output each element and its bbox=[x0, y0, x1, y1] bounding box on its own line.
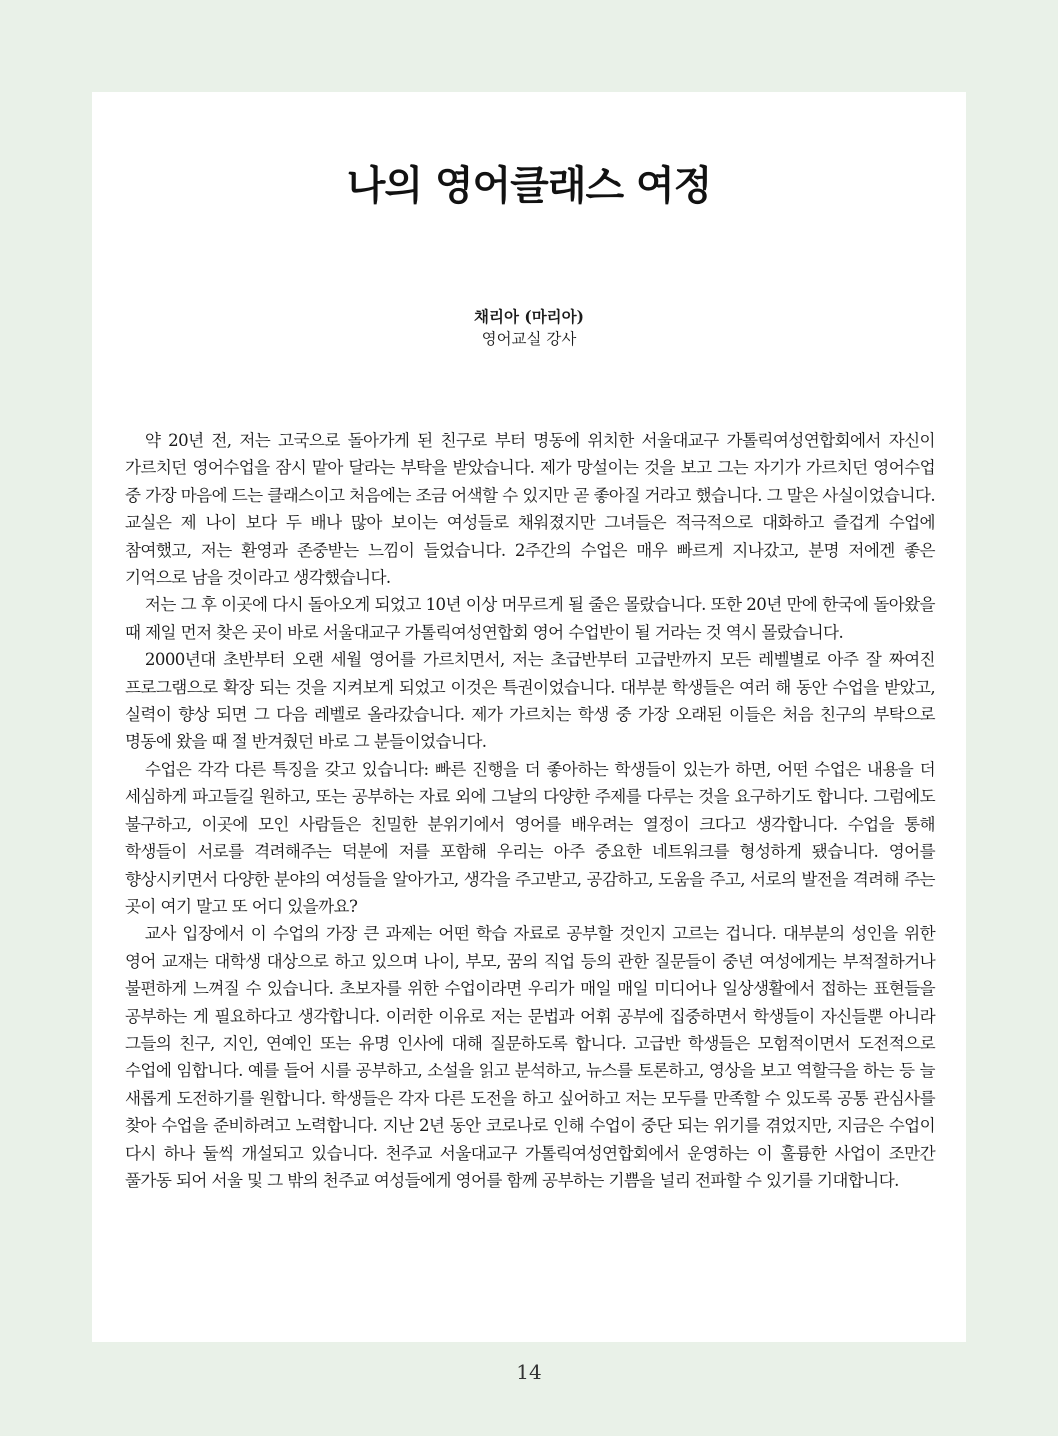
paragraph-2: 저는 그 후 이곳에 다시 돌아오게 되었고 10년 이상 머무르게 될 줄은 몰랐습니다. 또한 20년 만에 한국에 돌아왔을 때 제일 먼저 찾은 곳이 바로 서울대교구 가톨릭여성연합회 영어 수업반이 될 거라는 것 역시 몰랐습니다. bbox=[125, 595, 935, 642]
author-name: 채리아 (마리아) bbox=[474, 307, 584, 326]
paragraph-3: 2000년대 초반부터 오랜 세월 영어를 가르치면서, 저는 초급반부터 고급반까지 모든 레벨별로 아주 잘 짜여진 프로그램으로 확장 되는 것을 지켜보게 되었고 이것은 특권이었습니다. 대부분 학생들은 여러 해 동안 수업을 받았고, 실력이 향상 되면 그 다음 레벨로 올라갔습니다. 제가 가르치는 학생 중 가장 오래된 이들은 처음 친구의 부탁으로 명동에 왔을 때 절 반겨줬던 바로 그 분들이었습니다. bbox=[125, 650, 935, 752]
author-block bbox=[92, 306, 966, 350]
page-number: 14 bbox=[516, 1360, 542, 1384]
paragraph-4: 수업은 각각 다른 특징을 갖고 있습니다: 빠른 진행을 더 좋아하는 학생들이 있는가 하면, 어떤 수업은 내용을 더 세심하게 파고들길 원하고, 또는 공부하는 자료 외에 그날의 다양한 주제를 다루는 것을 요구하기도 합니다. 그럼에도 불구하고, 이곳에 모인 사람들은 친밀한 분위기에서 영어를 배우려는 열정이 크다고 생각합니다. 수업을 통해 학생들이 서로를 격려해주는 덕분에 저를 포함해 우리는 아주 중요한 네트워크를 형성하게 됐습니다. 영어를 향상시키면서 다양한 분야의 여성들을 알아가고, 생각을 주고받고, 공감하고, 도움을 주고, 서로의 발전을 격려해 주는 곳이 여기 말고 또 어디 있을까요? bbox=[125, 759, 935, 916]
article-title: 나의 영어클래스 여정 bbox=[346, 163, 712, 209]
article-body bbox=[125, 427, 935, 1194]
paragraph-5: 교사 입장에서 이 수업의 가장 큰 과제는 어떤 학습 자료로 공부할 것인지 고르는 겁니다. 대부분의 성인을 위한 영어 교재는 대학생 대상으로 하고 있으며 나이, 부모, 꿈의 직업 등의 관한 질문들이 중년 여성에게는 부적절하거나 불편하게 느껴질 수 있습니다. 초보자를 위한 수업이라면 우리가 매일 매일 미디어나 일상생활에서 접하는 표현들을 공부하는 게 필요하다고 생각합니다. 이러한 이유로 저는 문법과 어휘 공부에 집중하면서 학생들이 자신들뿐 아니라 그들의 친구, 지인, 연예인 또는 유명 인사에 대해 질문하도록 합니다. 고급반 학생들은 모험적이면서 도전적으로 수업에 임합니다. 예를 들어 시를 공부하고, 소설을 읽고 분석하고, 뉴스를 토론하고, 영상을 보고 역할극을 하는 등 늘 새롭게 도전하기를 원합니다. 학생들은 각자 다른 도전을 하고 싶어하고 저는 모두를 만족할 수 있도록 공통 관심사를 찾아 수업을 준비하려고 노력합니다. 지난 2년 동안 코로나로 인해 수업이 중단 되는 위기를 겪었지만, 지금은 수업이 다시 하나 둘씩 개설되고 있습니다. 천주교 서울대교구 가톨릭여성연합회에서 운영하는 이 훌륭한 사업이 조만간 풀가동 되어 서울 및 그 밖의 천주교 여성들에게 영어를 함께 공부하는 기쁨을 널리 전파할 수 있기를 기대합니다. bbox=[125, 924, 935, 1190]
paragraph-1: 약 20년 전, 저는 고국으로 돌아가게 된 친구로 부터 명동에 위치한 서울대교구 가톨릭여성연합회에서 자신이 가르치던 영어수업을 잠시 맡아 달라는 부탁을 받았습니다. 제가 망설이는 것을 보고 그는 자기가 가르치던 영어수업 중 가장 마음에 드는 클래스이고 처음에는 조금 어색할 수 있지만 곧 좋아질 거라고 했습니다. 그 말은 사실이었습니다. 교실은 제 나이 보다 두 배나 많아 보이는 여성들로 채워졌지만 그녀들은 적극적으로 대화하고 즐겁게 수업에 참여했고, 저는 환영과 존중받는 느낌이 들었습니다. 2주간의 수업은 매우 빠르게 지나갔고, 분명 저에겐 좋은 기억으로 남을 것이라고 생각했습니다. bbox=[125, 431, 935, 588]
page-sheet bbox=[92, 92, 966, 1342]
author-role: 영어교실 강사 bbox=[481, 330, 577, 348]
